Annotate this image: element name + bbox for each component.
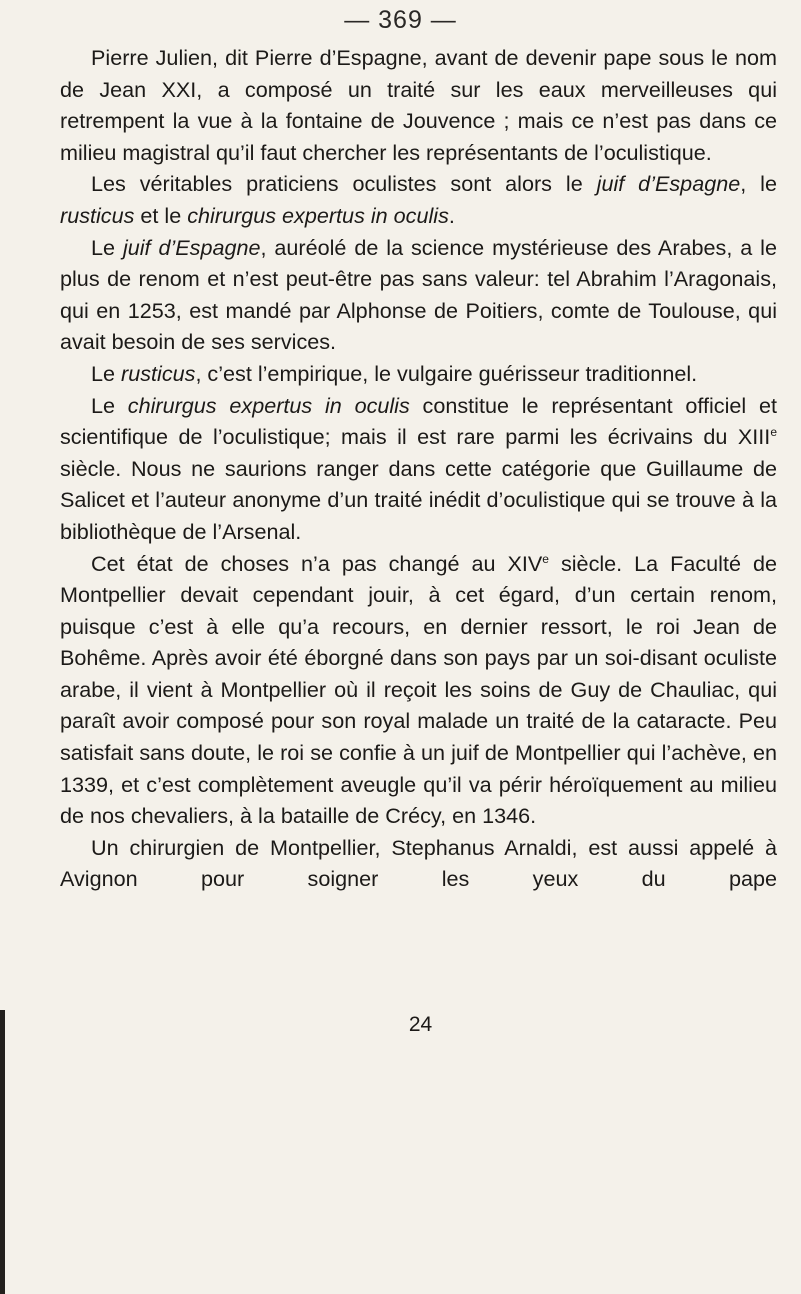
italic-term: chirurgus expertus in oculis [187,202,449,228]
text-run: siècle. La Faculté de Montpellier devait cependant jouir, à cet égard, d’un certain renom, puisque c’est à elle qu’a recours, en dernier ressort, le roi Jean de Bohême. Après avoir été éborgné dans son pays par un soi-disant oculiste arabe, il vient à Montpellier où il reçoit les soins de Guy de Chauliac, qui paraît avoir composé pour son royal malade un traité de la cataracte. Peu satisfait sans doute, le roi se confie à un juif de Montpellier qui l’achève, en 1339, et c’est complètement aveugle qu’il va périr héroïquement au milieu de nos chevaliers, à la bataille de Crécy, en 1346. [60,550,777,829]
italic-term: juif d’Espagne [122,234,261,260]
text-run: constitue le représentant officiel et scientifique de l’oculistique; mais il est rare parmi les écrivains du XIII [60,392,777,450]
paragraph-5 [60,390,777,548]
body-text [60,42,777,895]
text-run: , auréolé de la science mystérieuse des Arabes, a le plus de renom et n’est peut-être pas sans valeur: tel Abrahim l’Aragonais, qui en 1253, est mandé par Alphonse de Poitiers, comte de Toulouse, qui avait besoin de ses services. [60,234,777,355]
text-run: , c’est l’empirique, le vulgaire guérisseur traditionnel. [195,360,698,386]
text-run: Le [91,360,122,386]
text-run: , le [740,171,777,197]
italic-term: rusticus [121,360,196,386]
italic-term: rusticus [60,202,135,228]
text-run: Les véritables praticiens oculistes sont alors le [91,171,597,197]
paragraph-1: Pierre Julien, dit Pierre d’Espagne, avant de devenir pape sous le nom de Jean XXI, a composé un traité sur les eaux merveilleuses qui retrempent la vue à la fontaine de Jouvence ; mais ce n’est pas dans ce milieu magistral qu’il faut chercher les représentants de l’oculistique. [60,45,777,165]
page-number: — 369 — [344,6,457,34]
text-run: Le [91,234,123,260]
paragraph-7: Un chirurgien de Montpellier, Stephanus Arnaldi, est aussi appelé à Avignon pour soigner les yeux du pape [60,834,777,892]
text-run: Cet état de choses n’a pas changé au XIV [91,550,543,576]
page-edge-shadow [0,1010,5,1294]
signature-mark: 24 [408,1013,433,1036]
text-run: siècle. Nous ne saurions ranger dans cette catégorie que Guillaume de Salicet et l’auteur anonyme d’un traité inédit d’oculistique qui se trouve à la bibliothèque de l’Arsenal. [60,455,777,544]
superscript: e [542,551,549,566]
paragraph-2 [60,168,777,231]
paragraph-6 [60,548,777,832]
paragraph-4 [60,358,777,390]
text-run: Le [91,392,128,418]
text-run: et le [134,202,188,228]
italic-term: chirurgus expertus in oculis [127,392,410,418]
paragraph-3 [60,232,777,358]
text-run: . [448,202,455,228]
italic-term: juif d’Espagne [596,171,741,197]
superscript: e [770,425,777,440]
